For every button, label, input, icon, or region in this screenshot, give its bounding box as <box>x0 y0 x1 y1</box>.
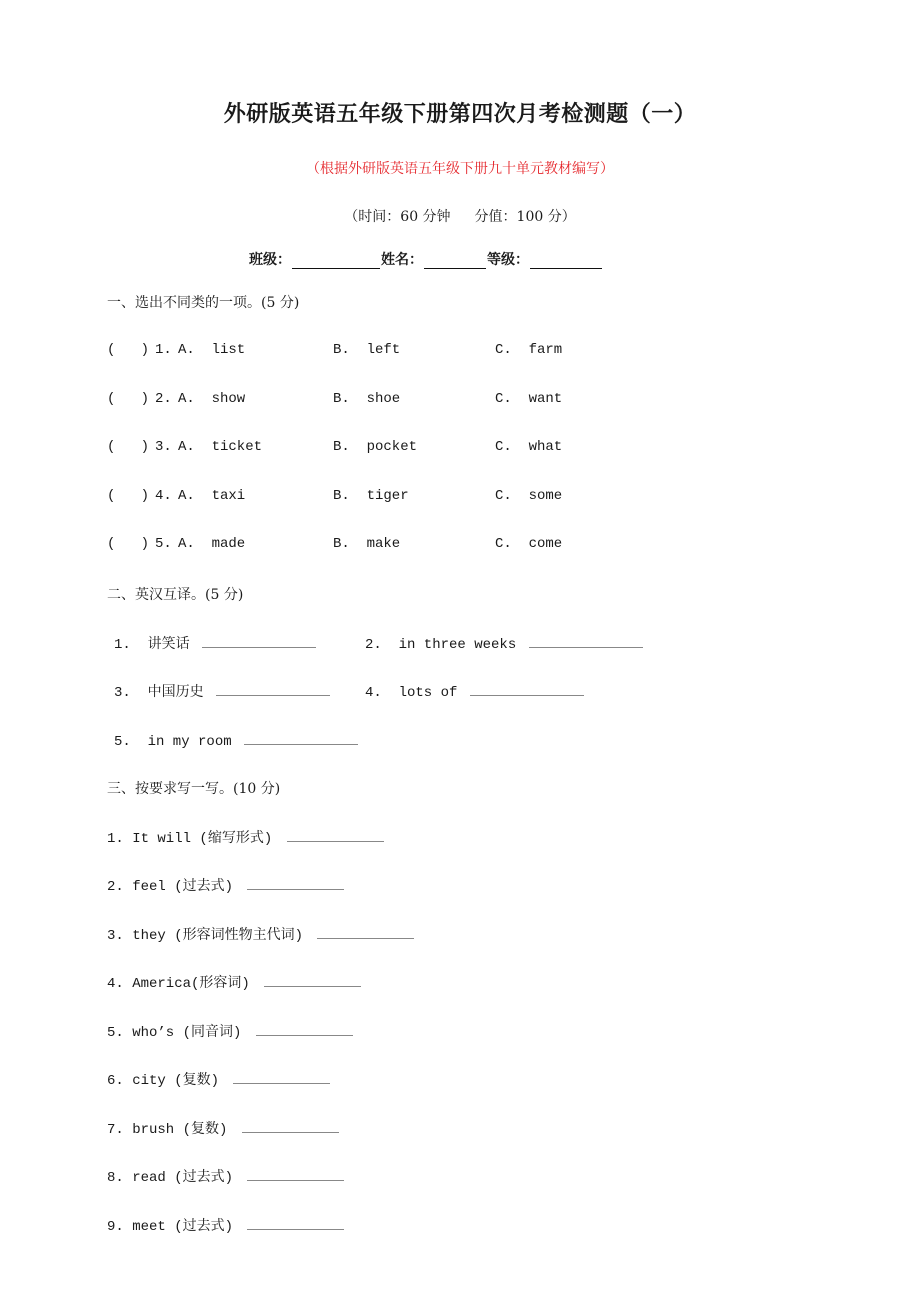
section1-heading: 一、选出不同类的一项。(5 分) <box>107 295 300 311</box>
class-field[interactable] <box>292 252 380 269</box>
option-c: C. come <box>495 536 563 552</box>
question-number: 1. <box>155 342 172 358</box>
section3-heading: 三、按要求写一写。(10 分) <box>107 781 281 797</box>
answer-blank[interactable] <box>233 1069 330 1084</box>
answer-paren[interactable]: ( ) <box>107 391 150 407</box>
choice-question <box>107 391 807 411</box>
document-subtitle: （根据外研版英语五年级下册九十单元教材编写） <box>306 161 614 177</box>
exam-time: （时间：60 分钟 <box>344 209 451 225</box>
word-form-item <box>107 1215 344 1235</box>
option-a: A. taxi <box>178 488 246 504</box>
word-form-prompt: 2. feel (过去式) <box>107 879 234 895</box>
option-b: B. left <box>333 342 401 358</box>
choice-question <box>107 488 807 508</box>
word-form-item <box>107 924 414 944</box>
option-a: A. show <box>178 391 246 407</box>
word-form-item <box>107 1166 344 1186</box>
option-c: C. what <box>495 439 563 455</box>
answer-blank[interactable] <box>256 1021 353 1036</box>
answer-blank[interactable] <box>287 827 384 842</box>
option-c: C. some <box>495 488 563 504</box>
class-label: 班级： <box>249 252 291 268</box>
word-form-prompt: 3. they (形容词性物主代词) <box>107 928 304 944</box>
option-b: B. pocket <box>333 439 418 455</box>
translation-prompt: 2. in three weeks <box>365 637 517 653</box>
translation-prompt: 1. 讲笑话 <box>114 637 190 653</box>
question-number: 3. <box>155 439 172 455</box>
word-form-item <box>107 875 344 895</box>
exam-info <box>0 206 920 226</box>
word-form-prompt: 9. meet (过去式) <box>107 1219 234 1235</box>
answer-blank[interactable] <box>264 972 361 987</box>
answer-paren[interactable]: ( ) <box>107 536 150 552</box>
grade-field[interactable] <box>530 252 602 269</box>
translation-item <box>114 730 358 750</box>
answer-paren[interactable]: ( ) <box>107 439 150 455</box>
translation-item <box>114 633 316 653</box>
word-form-prompt: 8. read (过去式) <box>107 1170 234 1186</box>
answer-blank[interactable] <box>317 924 414 939</box>
exam-score: 分值：100 分） <box>474 209 576 225</box>
document-title: 外研版英语五年级下册第四次月考检测题（一） <box>223 102 697 127</box>
option-c: C. want <box>495 391 563 407</box>
option-b: B. shoe <box>333 391 401 407</box>
choice-question <box>107 439 807 459</box>
option-a: A. list <box>178 342 246 358</box>
answer-paren[interactable]: ( ) <box>107 342 150 358</box>
answer-blank[interactable] <box>242 1118 339 1133</box>
name-field[interactable] <box>424 252 486 269</box>
translation-prompt: 5. in my room <box>114 734 232 750</box>
answer-blank[interactable] <box>247 875 344 890</box>
answer-blank[interactable] <box>470 681 584 696</box>
section2-heading: 二、英汉互译。(5 分) <box>107 587 244 603</box>
question-number: 4. <box>155 488 172 504</box>
answer-paren[interactable]: ( ) <box>107 488 150 504</box>
translation-prompt: 3. 中国历史 <box>114 685 204 701</box>
option-a: A. ticket <box>178 439 263 455</box>
word-form-item <box>107 1069 330 1089</box>
translation-item <box>114 681 330 701</box>
translation-prompt: 4. lots of <box>365 685 458 701</box>
option-b: B. make <box>333 536 401 552</box>
answer-blank[interactable] <box>247 1215 344 1230</box>
name-label: 姓名： <box>381 252 423 268</box>
word-form-prompt: 1. It will (缩写形式) <box>107 831 273 847</box>
answer-blank[interactable] <box>247 1166 344 1181</box>
answer-blank[interactable] <box>216 681 330 696</box>
question-number: 5. <box>155 536 172 552</box>
word-form-item <box>107 1118 339 1138</box>
answer-blank[interactable] <box>529 633 643 648</box>
answer-blank[interactable] <box>202 633 316 648</box>
word-form-item <box>107 827 384 847</box>
student-info-row <box>249 249 603 269</box>
option-c: C. farm <box>495 342 563 358</box>
choice-question <box>107 342 807 362</box>
word-form-item <box>107 1021 353 1041</box>
word-form-prompt: 5. who’s (同音词) <box>107 1025 242 1041</box>
word-form-prompt: 4. America(形容词) <box>107 976 250 992</box>
choice-question <box>107 536 807 556</box>
option-a: A. made <box>178 536 246 552</box>
option-b: B. tiger <box>333 488 409 504</box>
word-form-prompt: 6. city (复数) <box>107 1073 220 1089</box>
translation-item <box>365 681 584 701</box>
answer-blank[interactable] <box>244 730 358 745</box>
question-number: 2. <box>155 391 172 407</box>
translation-item <box>365 633 643 653</box>
word-form-item <box>107 972 361 992</box>
word-form-prompt: 7. brush (复数) <box>107 1122 228 1138</box>
grade-label: 等级： <box>487 252 529 268</box>
